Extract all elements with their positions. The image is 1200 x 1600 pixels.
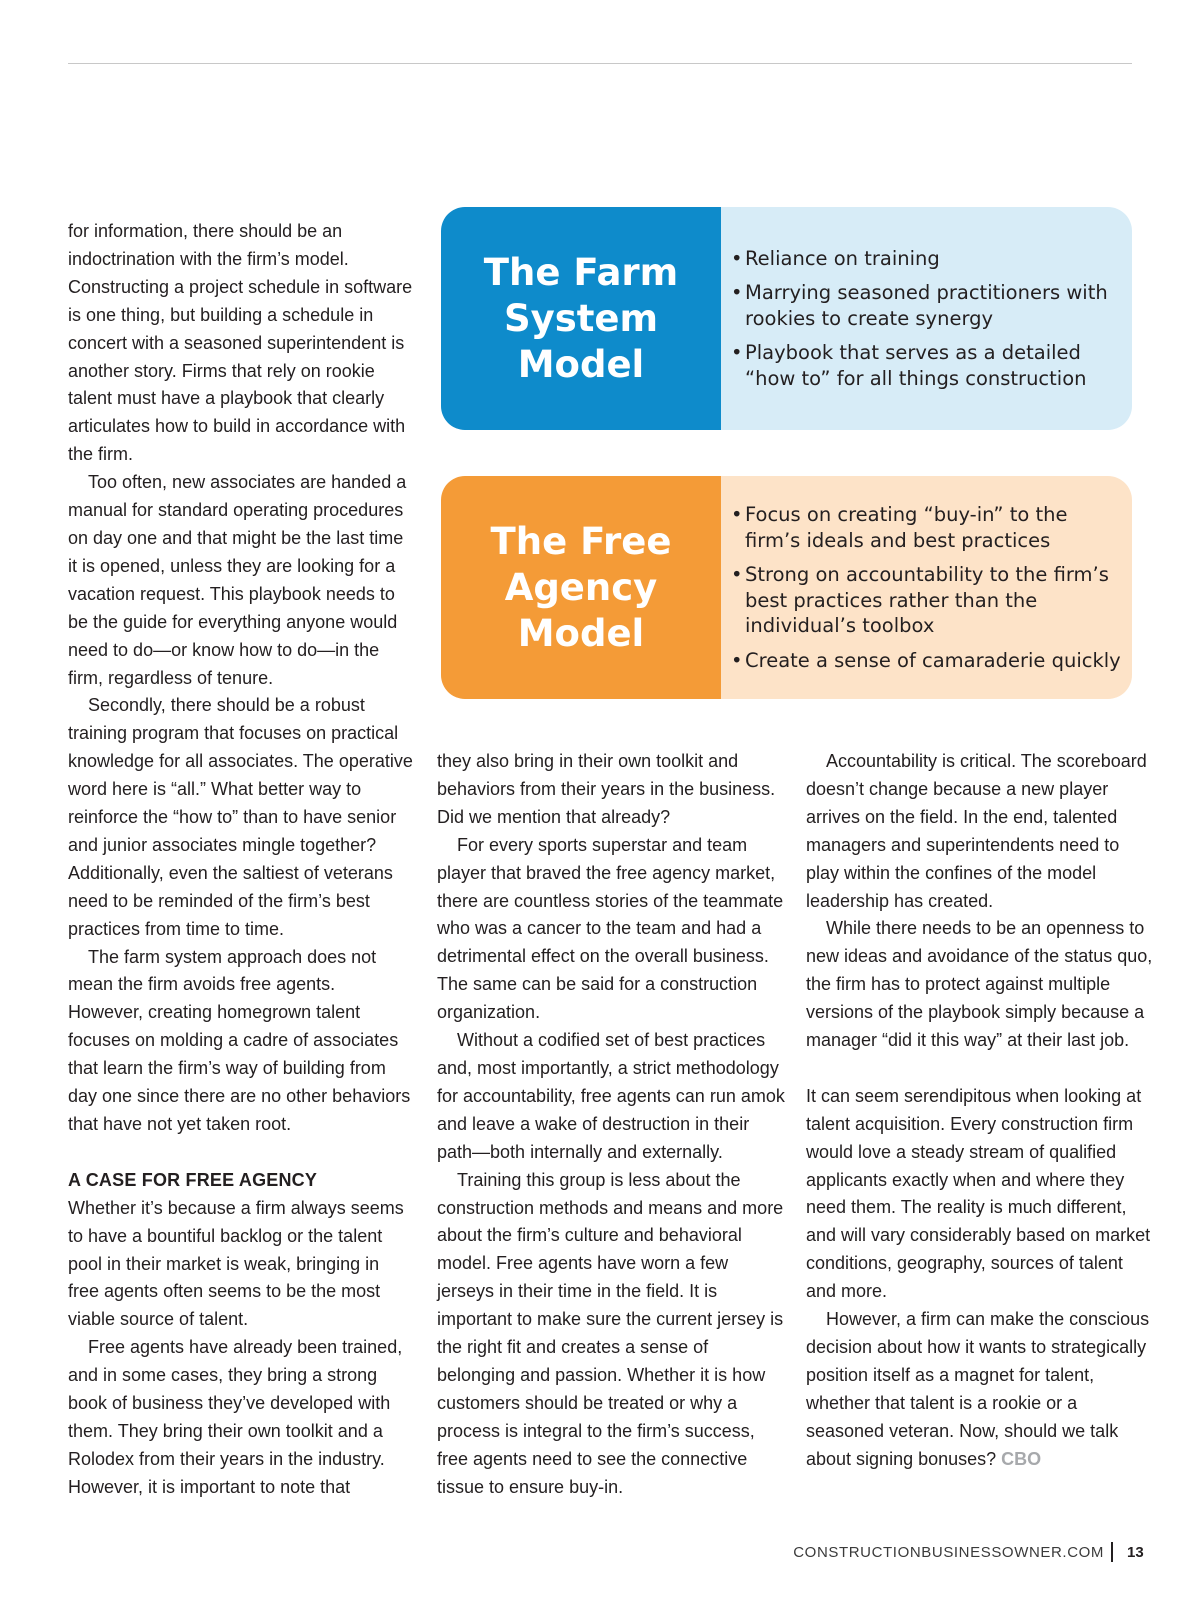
farm-box-title (441, 207, 721, 430)
spacer (68, 1139, 414, 1167)
paragraph: The farm system approach does not mean the firm avoids free agents. However, creating homegrown talent focuses on molding a cadre of associates that learn the firm’s way of building from day one since there are no other behaviors that have not yet taken root. (68, 946, 411, 1134)
farm-system-model-box (441, 207, 1132, 430)
paragraph (806, 1306, 1156, 1473)
cbo-signoff: CBO (1001, 1448, 1042, 1469)
farm-title-line: Model (517, 342, 645, 386)
paragraph: for information, there should be an indoctrination with the firm’s model. Constructing a project schedule in software is one thing, but building a schedule in concert with a seasoned superintendent is another story. Firms that rely on rookie talent must have a playbook that clearly articulates how to build in accordance with the firm. (68, 221, 413, 465)
paragraph: Training this group is less about the construction methods and means and more about the firm’s culture and behavioral model. Free agents have worn a few jerseys in their time in the field. It is important to make sure the current jersey is the right fit and creates a sense of belonging and passion. Whether it is how customers should be treated or why a process is integral to the firm’s success, free agents need to see the connective tissue to ensure buy-in. (437, 1169, 784, 1497)
farm-title-line: System (503, 296, 659, 340)
free-title-line: Model (517, 611, 645, 655)
paragraph: While there needs to be an openness to new ideas and avoidance of the status quo, the firm has to protect against multiple versions of the playbook simply because a manager “did it this way” at their last job. (806, 918, 1153, 1051)
free-box-title (441, 476, 721, 699)
bullet-item: • Reliance on training (731, 246, 1122, 272)
paragraph: they also bring in their own toolkit and behaviors from their years in the business. Did we mention that already? (437, 751, 776, 827)
page-number: 13 (1127, 1544, 1144, 1561)
top-rule (68, 63, 1132, 64)
bullet-item: • Create a sense of camaraderie quickly (731, 648, 1122, 674)
paragraph: Without a codified set of best practices and, most importantly, a strict methodology for accountability, free agents can run amok and leave a wake of destruction in their path—both internally and externally. (437, 1030, 785, 1162)
paragraph: Accountability is critical. The scoreboard doesn’t change because a new player arrives on the field. In the end, talented managers and superintendents need to play within the confines of the model leadership has created. (806, 751, 1147, 911)
bullet-item: • Marrying seasoned practitioners with rookies to create synergy (731, 280, 1122, 331)
column-3 (806, 748, 1156, 1474)
farm-title-line: The Farm (483, 250, 679, 294)
section-heading: A CASE FOR FREE AGENCY (68, 1169, 318, 1190)
free-title-line: The Free (490, 519, 672, 563)
paragraph: Free agents have already been trained, and in some cases, they bring a strong book of business they’ve developed with them. They bring their own toolkit and a Rolodex from their years in the industry. However, it is important to note that (68, 1337, 403, 1497)
spacer (806, 1055, 1156, 1083)
footer-divider (1111, 1542, 1113, 1562)
farm-box-list (721, 207, 1132, 430)
column-2 (437, 748, 787, 1501)
closing-text: However, a firm can make the conscious decision about how it wants to strategically position itself as a magnet for talent, whether that talent is a rookie or a seasoned veteran. Now, should we talk about signing bonuses? (806, 1309, 1150, 1469)
page-footer (0, 1544, 1200, 1566)
paragraph: Too often, new associates are handed a manual for standard operating procedures on day one and that might be the last time it is opened, unless they are looking for a vacation request. This playbook needs to be the guide for everything anyone would need to do—or know how to do—in the firm, regardless of tenure. (68, 472, 407, 688)
free-agency-model-box (441, 476, 1132, 699)
bullet-item: • Focus on creating “buy-in” to the firm’s ideals and best practices (731, 502, 1122, 553)
footer-website: CONSTRUCTIONBUSINESSOWNER.COM (793, 1544, 1104, 1561)
bullet-item: • Strong on accountability to the firm’s best practices rather than the individual’s toolbox (731, 562, 1122, 639)
paragraph: It can seem serendipitous when looking at talent acquisition. Every construction firm would love a steady stream of qualified applicants exactly when and where they need them. The reality is much different, and will vary considerably based on market conditions, geography, sources of talent and more. (806, 1085, 1151, 1302)
free-title-line: Agency (504, 565, 658, 609)
free-box-list (721, 476, 1132, 699)
column-1 (68, 218, 414, 1502)
paragraph: Whether it’s because a firm always seems to have a bountiful backlog or the talent pool in their market is weak, bringing in free agents often seems to be the most viable source of talent. (68, 1197, 404, 1330)
bullet-item: • Playbook that serves as a detailed “how to” for all things construction (731, 340, 1122, 391)
paragraph: For every sports superstar and team player that braved the free agency market, there are countless stories of the teammate who was a cancer to the team and had a detrimental effect on the overall business. The same can be said for a construction organization. (437, 834, 784, 1023)
paragraph: Secondly, there should be a robust training program that focuses on practical knowledge for all associates. The operative word here is “all.” What better way to reinforce the “how to” than to have senior and junior associates mingle together? Additionally, even the saltiest of veterans need to be reminded of the firm’s best practices from time to time. (68, 695, 413, 939)
